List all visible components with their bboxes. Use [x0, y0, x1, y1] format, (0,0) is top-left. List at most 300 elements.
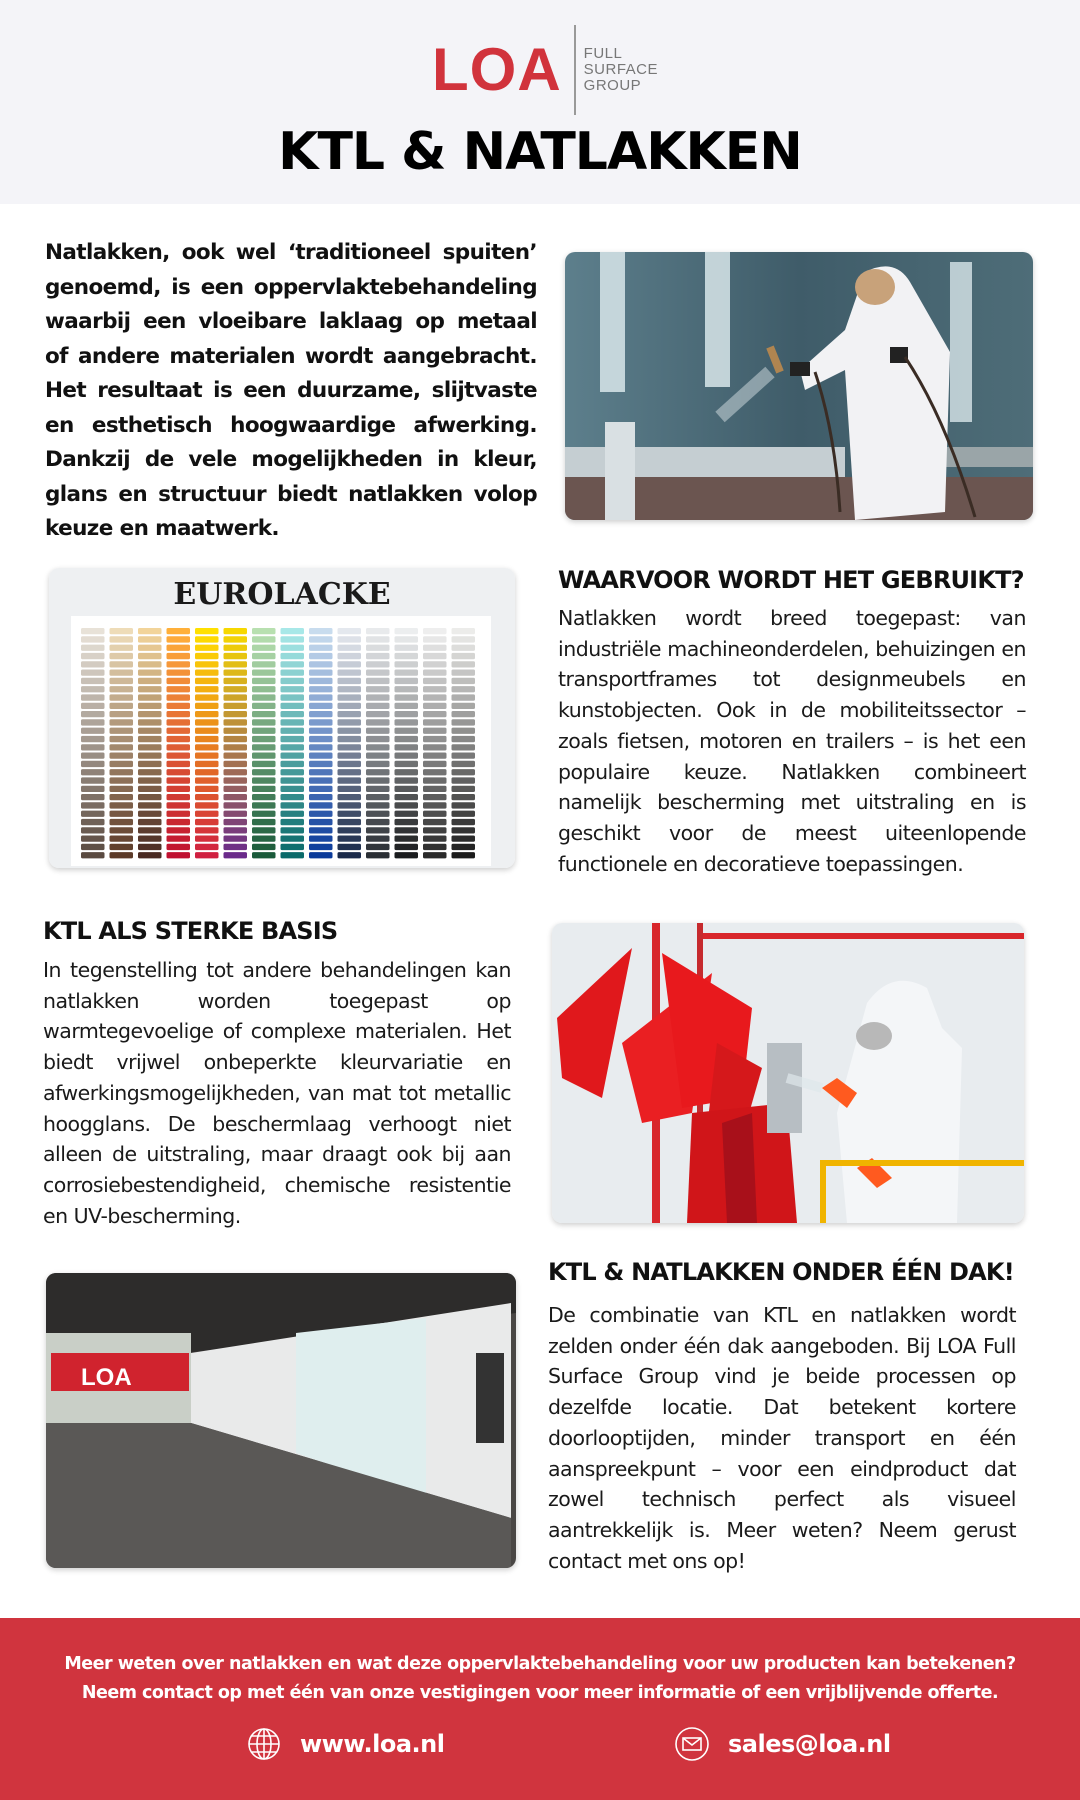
color-swatch: [452, 661, 476, 667]
color-swatch: [452, 719, 476, 725]
color-swatch: [110, 645, 134, 651]
color-swatch: [252, 794, 276, 800]
color-swatch: [252, 711, 276, 717]
footer-cta-text: [0, 1650, 1080, 1708]
color-swatch: [309, 736, 333, 742]
color-swatch: [281, 836, 305, 842]
color-swatch: [138, 836, 162, 842]
color-swatch: [338, 786, 362, 792]
color-swatch: [423, 670, 447, 676]
color-swatch: [81, 645, 105, 651]
color-swatch: [395, 761, 419, 767]
color-swatch: [252, 777, 276, 783]
loa-logo[interactable]: [432, 24, 658, 116]
color-swatch: [224, 736, 248, 742]
color-swatch: [138, 628, 162, 634]
color-swatch: [81, 836, 105, 842]
color-swatch: [423, 819, 447, 825]
color-swatch: [224, 744, 248, 750]
color-swatch: [395, 636, 419, 642]
color-swatch: [252, 819, 276, 825]
color-swatch: [110, 703, 134, 709]
color-swatch: [195, 711, 219, 717]
color-swatch: [252, 753, 276, 759]
color-swatch: [81, 811, 105, 817]
color-swatch: [138, 811, 162, 817]
color-swatch: [366, 777, 390, 783]
color-swatch: [167, 719, 191, 725]
color-swatch: [309, 794, 333, 800]
color-swatch: [452, 736, 476, 742]
color-swatch: [338, 769, 362, 775]
spray-worker-illustration: [565, 252, 1033, 520]
intro-paragraph: Natlakken, ook wel ‘traditioneel spuiten’ genoemd, is een oppervlaktebehandeling waarbij een vloeibare laklaag op metaal of andere materialen wordt aangebracht. Het resultaat is een duurzame, slijtvaste en esthetisch hoogwaardige afwerking. Dankzij de vele mogelijkheden in kleur, glans en structuur biedt natlakken volop keuze en maatwerk.: [45, 240, 537, 541]
color-swatch: [110, 777, 134, 783]
color-swatch: [281, 719, 305, 725]
color-swatch: [252, 719, 276, 725]
color-swatch: [309, 686, 333, 692]
color-swatch: [423, 852, 447, 858]
color-swatch: [338, 819, 362, 825]
color-swatch: [167, 636, 191, 642]
color-swatch: [167, 694, 191, 700]
color-swatch: [366, 744, 390, 750]
color-swatch: [224, 794, 248, 800]
color-swatch: [110, 670, 134, 676]
color-swatch: [395, 711, 419, 717]
color-swatch: [338, 694, 362, 700]
color-swatch: [81, 678, 105, 684]
color-swatch: [195, 628, 219, 634]
color-swatch: [167, 786, 191, 792]
color-swatch: [195, 744, 219, 750]
color-swatch: [195, 645, 219, 651]
color-swatch: [138, 852, 162, 858]
color-swatch: [81, 653, 105, 659]
color-swatch: [423, 645, 447, 651]
color-swatch: [195, 653, 219, 659]
color-swatch: [452, 844, 476, 850]
color-swatch: [452, 711, 476, 717]
color-swatch: [338, 711, 362, 717]
spray-booth-illustration: [46, 1273, 516, 1568]
color-swatch: [138, 844, 162, 850]
color-swatch: [281, 645, 305, 651]
section-body-usage: Natlakken wordt breed toegepast: van industriële machineonderdelen, behuizingen en transportframes tot designmeubels en kunstobjecten. Ook in de mobiliteitssector – zoals fietsen, motoren en trailers – is het een populaire keuze. Natlakken combineert namelijk bescherming met uitstraling en is geschikt voor de meest uiteenlopende functionele en decoratieve toepassingen.: [558, 606, 1026, 876]
color-swatch: [452, 636, 476, 642]
color-swatch: [452, 794, 476, 800]
logo-tagline-line: SURFACE: [583, 61, 659, 78]
color-swatch: [309, 645, 333, 651]
color-swatch: [110, 728, 134, 734]
color-swatch: [309, 802, 333, 808]
color-swatch: [195, 794, 219, 800]
color-swatch: [452, 744, 476, 750]
color-swatch: [195, 819, 219, 825]
color-swatch: [138, 819, 162, 825]
color-swatch: [452, 802, 476, 808]
color-swatch: [81, 744, 105, 750]
color-swatch: [338, 852, 362, 858]
color-swatch: [81, 628, 105, 634]
color-swatch: [366, 819, 390, 825]
color-swatch: [309, 777, 333, 783]
color-swatch: [81, 794, 105, 800]
color-swatch: [252, 694, 276, 700]
color-swatch: [281, 711, 305, 717]
color-swatch: [110, 686, 134, 692]
color-swatch: [252, 678, 276, 684]
color-swatch: [167, 753, 191, 759]
color-swatch: [110, 711, 134, 717]
color-swatch: [81, 802, 105, 808]
footer-line-2: Neem contact op met één van onze vestigingen voor meer informatie of een vrijblijvende offerte.: [81, 1683, 999, 1703]
color-swatch: [81, 827, 105, 833]
color-swatch: [452, 777, 476, 783]
color-swatch: [338, 753, 362, 759]
truck-logo-label: LOA: [81, 1364, 132, 1391]
logo-tagline-line: GROUP: [583, 77, 642, 94]
color-swatch: [81, 661, 105, 667]
color-swatch: [281, 678, 305, 684]
color-swatch: [395, 769, 419, 775]
color-swatch: [167, 761, 191, 767]
color-swatch: [138, 786, 162, 792]
color-swatch: [224, 836, 248, 842]
color-swatch: [366, 645, 390, 651]
color-swatch: [281, 827, 305, 833]
color-swatch: [395, 844, 419, 850]
color-swatch: [281, 794, 305, 800]
color-swatch: [423, 719, 447, 725]
color-swatch: [395, 836, 419, 842]
color-swatch: [195, 719, 219, 725]
color-swatch: [338, 777, 362, 783]
color-swatch: [281, 811, 305, 817]
color-swatch: [195, 802, 219, 808]
color-swatch: [110, 811, 134, 817]
photo-red-parts: [552, 923, 1024, 1223]
section-body-one-roof: De combinatie van KTL en natlakken wordt zelden onder één dak aangeboden. Bij LOA Full Surface Group vind je beide processen op dezelfde locatie. Dat betekent kortere doorlooptijden, minder transport en één aanspreekpunt – voor een eindproduct dat zowel technisch perfect als visueel aantrekkelijk is. Meer weten? Neem gerust contact met ons op!: [548, 1303, 1016, 1573]
color-swatch: [366, 728, 390, 734]
color-swatch: [395, 645, 419, 651]
color-swatch: [452, 645, 476, 651]
color-swatch: [81, 777, 105, 783]
color-swatch: [110, 769, 134, 775]
color-swatch: [224, 769, 248, 775]
color-swatch: [138, 694, 162, 700]
color-swatch: [309, 844, 333, 850]
color-swatch: [224, 661, 248, 667]
color-swatch: [81, 686, 105, 692]
color-swatch: [138, 777, 162, 783]
color-swatch: [81, 703, 105, 709]
color-swatch: [195, 836, 219, 842]
color-swatch: [366, 661, 390, 667]
color-swatch: [309, 852, 333, 858]
color-swatch: [110, 653, 134, 659]
color-swatch: [366, 711, 390, 717]
color-swatch: [395, 852, 419, 858]
color-swatch: [281, 802, 305, 808]
color-swatch: [81, 719, 105, 725]
color-swatch: [281, 636, 305, 642]
color-swatch: [423, 736, 447, 742]
color-swatch: [167, 794, 191, 800]
color-swatch: [309, 811, 333, 817]
color-swatch: [195, 844, 219, 850]
color-swatch: [167, 744, 191, 750]
red-parts-illustration: [552, 923, 1024, 1223]
color-swatch: [252, 852, 276, 858]
color-swatch: [110, 661, 134, 667]
color-swatch: [252, 844, 276, 850]
color-swatch: [138, 761, 162, 767]
color-swatch: [138, 645, 162, 651]
color-swatch: [195, 694, 219, 700]
color-swatch: [281, 819, 305, 825]
color-chart-brand-label: EUROLACKE: [173, 577, 391, 612]
color-swatch: [110, 836, 134, 842]
color-swatch: [110, 844, 134, 850]
color-swatch: [395, 786, 419, 792]
color-swatch: [224, 802, 248, 808]
color-swatch: [110, 753, 134, 759]
color-swatch: [281, 686, 305, 692]
photo-color-chart: [49, 568, 515, 868]
color-swatch: [338, 836, 362, 842]
color-swatch: [452, 628, 476, 634]
color-swatch: [167, 728, 191, 734]
color-swatch: [195, 661, 219, 667]
color-swatch: [309, 786, 333, 792]
color-swatch: [366, 761, 390, 767]
website-link[interactable]: [246, 1726, 444, 1762]
color-swatch: [309, 728, 333, 734]
color-swatch: [366, 686, 390, 692]
color-swatch: [395, 777, 419, 783]
color-swatch: [195, 786, 219, 792]
color-swatch: [167, 802, 191, 808]
color-swatch: [138, 703, 162, 709]
color-swatch: [81, 636, 105, 642]
color-swatch: [423, 728, 447, 734]
color-swatch: [423, 761, 447, 767]
color-swatch: [423, 827, 447, 833]
color-swatch: [395, 811, 419, 817]
color-swatch: [252, 703, 276, 709]
color-swatch: [110, 636, 134, 642]
color-swatch: [224, 694, 248, 700]
color-swatch: [309, 744, 333, 750]
color-swatch: [423, 769, 447, 775]
color-swatch: [366, 719, 390, 725]
color-swatch: [167, 836, 191, 842]
logo-tagline-line: FULL: [583, 45, 623, 62]
email-link[interactable]: [674, 1726, 891, 1762]
color-swatch: [81, 819, 105, 825]
color-swatch: [252, 761, 276, 767]
color-swatch: [309, 678, 333, 684]
color-swatch: [252, 811, 276, 817]
color-swatch: [281, 694, 305, 700]
color-swatch: [338, 719, 362, 725]
color-swatch: [110, 827, 134, 833]
color-swatch: [423, 802, 447, 808]
color-swatch: [338, 661, 362, 667]
color-swatch: [366, 653, 390, 659]
photo-spray-booth: [46, 1273, 516, 1568]
color-swatch: [224, 719, 248, 725]
color-swatch: [195, 636, 219, 642]
color-swatch: [309, 827, 333, 833]
color-swatch: [395, 694, 419, 700]
photo-spray-worker: [565, 252, 1033, 520]
color-swatch: [366, 753, 390, 759]
color-swatch: [338, 636, 362, 642]
section-title-one-roof: KTL & NATLAKKEN ONDER ÉÉN DAK!: [548, 1258, 1014, 1286]
color-swatch: [224, 678, 248, 684]
color-swatch: [110, 761, 134, 767]
color-swatch: [224, 628, 248, 634]
color-swatch: [309, 819, 333, 825]
color-swatch: [138, 794, 162, 800]
color-swatch: [452, 761, 476, 767]
color-swatch: [309, 653, 333, 659]
section-title-ktl-basis: KTL ALS STERKE BASIS: [43, 917, 338, 945]
color-swatch: [366, 703, 390, 709]
color-swatch: [224, 686, 248, 692]
color-swatch: [167, 736, 191, 742]
color-swatch: [138, 802, 162, 808]
color-swatch: [281, 703, 305, 709]
color-swatch: [452, 753, 476, 759]
email-label: sales@loa.nl: [728, 1730, 891, 1758]
color-swatch: [167, 711, 191, 717]
color-swatch: [167, 661, 191, 667]
color-swatch: [338, 827, 362, 833]
color-swatch: [195, 827, 219, 833]
color-swatch: [338, 794, 362, 800]
color-swatch: [281, 736, 305, 742]
color-swatch: [281, 670, 305, 676]
color-swatch: [224, 711, 248, 717]
color-swatch: [309, 694, 333, 700]
color-swatch: [338, 670, 362, 676]
color-swatch: [281, 852, 305, 858]
color-swatch: [224, 819, 248, 825]
color-swatch: [224, 777, 248, 783]
color-swatch: [110, 744, 134, 750]
color-swatch: [252, 786, 276, 792]
color-swatch: [366, 786, 390, 792]
color-swatch: [281, 769, 305, 775]
color-swatch: [452, 827, 476, 833]
color-swatch: [423, 794, 447, 800]
color-swatch: [309, 769, 333, 775]
color-swatch: [338, 703, 362, 709]
color-swatch: [252, 827, 276, 833]
color-swatch: [138, 653, 162, 659]
color-swatch: [252, 836, 276, 842]
color-swatch: [138, 670, 162, 676]
color-swatch: [395, 628, 419, 634]
color-swatch: [281, 786, 305, 792]
color-swatch: [452, 728, 476, 734]
color-swatch: [138, 678, 162, 684]
color-swatch: [423, 653, 447, 659]
color-swatch: [423, 686, 447, 692]
color-swatch: [195, 736, 219, 742]
color-swatch: [395, 686, 419, 692]
color-swatch: [138, 769, 162, 775]
color-swatch: [309, 636, 333, 642]
color-swatch: [395, 703, 419, 709]
color-swatch: [167, 653, 191, 659]
color-swatch: [138, 711, 162, 717]
color-swatch: [252, 736, 276, 742]
color-swatch: [252, 728, 276, 734]
color-swatch: [423, 753, 447, 759]
color-swatch: [423, 836, 447, 842]
color-swatch: [224, 811, 248, 817]
color-swatch: [167, 686, 191, 692]
color-swatch: [252, 744, 276, 750]
color-swatch: [138, 636, 162, 642]
color-swatch: [366, 694, 390, 700]
page-header: [0, 0, 1080, 204]
color-swatch: [110, 678, 134, 684]
color-swatch: [423, 711, 447, 717]
color-swatch: [423, 844, 447, 850]
color-swatch: [138, 753, 162, 759]
color-swatch: [252, 636, 276, 642]
color-swatch: [167, 645, 191, 651]
color-swatch: [224, 844, 248, 850]
color-swatch: [423, 703, 447, 709]
color-swatch: [395, 744, 419, 750]
color-swatch: [338, 653, 362, 659]
color-swatch: [338, 844, 362, 850]
color-swatch: [395, 753, 419, 759]
color-swatch: [167, 852, 191, 858]
color-swatch: [452, 819, 476, 825]
logo-divider: [574, 25, 576, 115]
section-body-ktl-basis: In tegenstelling tot andere behandelingen kan natlakken worden toegepast op warmtegevoelige of complexe materialen. Het biedt vrijwel onbeperkte kleurvariatie en afwerkingsmogelijkheden, van mat tot metallic hoogglans. De beschermlaag verhoogt niet alleen de uitstraling, maar draagt ook bij aan corrosiebestendigheid, chemische resistentie en UV-bescherming.: [43, 958, 511, 1228]
color-swatch: [309, 836, 333, 842]
section-title-usage: WAARVOOR WORDT HET GEBRUIKT?: [558, 566, 1024, 594]
color-swatch: [281, 744, 305, 750]
color-swatch: [167, 628, 191, 634]
color-swatch: [338, 686, 362, 692]
color-swatch: [167, 678, 191, 684]
color-swatch: [395, 728, 419, 734]
color-swatch: [309, 711, 333, 717]
color-swatch: [366, 794, 390, 800]
color-swatch: [452, 703, 476, 709]
color-swatch: [167, 827, 191, 833]
color-swatch: [110, 694, 134, 700]
color-swatch: [195, 811, 219, 817]
color-swatch: [195, 852, 219, 858]
color-swatch: [423, 661, 447, 667]
color-swatch: [281, 728, 305, 734]
color-swatch: [138, 686, 162, 692]
color-swatch: [195, 728, 219, 734]
color-swatch: [195, 769, 219, 775]
color-swatch: [452, 786, 476, 792]
color-swatch: [309, 761, 333, 767]
